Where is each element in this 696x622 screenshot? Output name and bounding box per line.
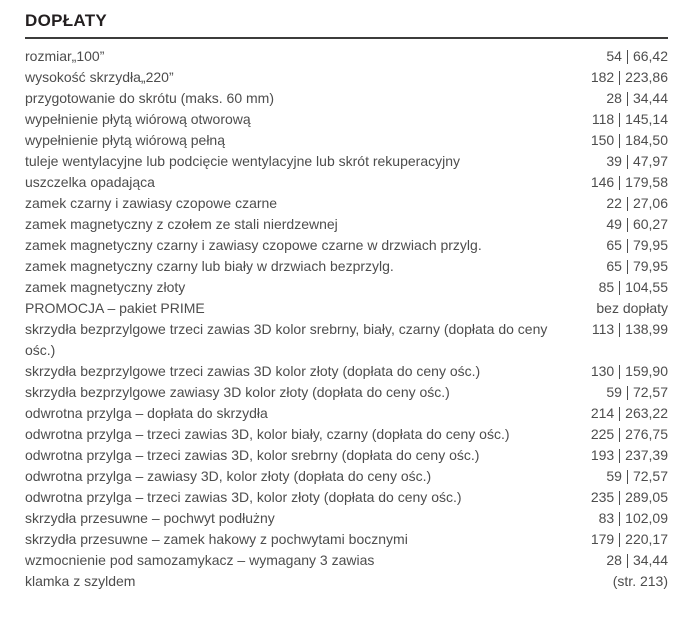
item-price <box>613 571 668 592</box>
net-price: 235 <box>590 489 615 505</box>
table-row <box>25 46 668 67</box>
price-divider <box>627 218 628 232</box>
item-label: zamek magnetyczny złoty <box>25 279 186 295</box>
item-label: klamka z szyldem <box>25 573 136 589</box>
table-row <box>25 298 668 319</box>
price-divider <box>627 50 628 64</box>
item-price <box>606 550 668 571</box>
item-label: skrzydła bezprzylgowe zawiasy 3D kolor złoty (dopłata do ceny ośc.) <box>25 384 450 400</box>
item-price <box>591 172 668 193</box>
price-divider <box>619 365 620 379</box>
net-price: 118 <box>591 111 615 127</box>
net-price: 83 <box>598 510 615 526</box>
item-label: odwrotna przylga – trzeci zawias 3D, kolor srebrny (dopłata do ceny ośc.) <box>25 447 480 463</box>
gross-price: 27,06 <box>632 195 668 211</box>
net-price: 113 <box>591 321 615 337</box>
price-divider <box>619 533 620 547</box>
net-price: 150 <box>590 132 615 148</box>
table-row <box>25 550 668 571</box>
net-price: 59 <box>606 384 622 400</box>
net-price: 179 <box>590 531 615 547</box>
item-label: wypełnienie płytą wiórową pełną <box>25 132 226 148</box>
net-price: 65 <box>606 258 622 274</box>
price-divider <box>627 260 628 274</box>
price-divider <box>627 92 628 106</box>
table-row <box>25 529 668 550</box>
net-price: 65 <box>606 237 622 253</box>
gross-price: 34,44 <box>632 90 668 106</box>
table-row <box>25 151 668 172</box>
item-price <box>606 382 668 403</box>
item-price <box>591 361 668 382</box>
item-label: odwrotna przylga – zawiasy 3D, kolor złoty (dopłata do ceny ośc.) <box>25 468 432 484</box>
item-price <box>606 88 668 109</box>
item-label: PROMOCJA – pakiet PRIME <box>25 300 205 316</box>
net-price: 39 <box>606 153 622 169</box>
table-row <box>25 130 668 151</box>
table-row <box>25 67 668 88</box>
net-price: 193 <box>590 447 615 463</box>
gross-price: 159,90 <box>625 363 668 379</box>
item-label: rozmiar„100” <box>25 48 105 64</box>
item-price <box>591 529 668 550</box>
item-price <box>606 193 668 214</box>
price-divider <box>619 323 620 337</box>
item-price <box>606 466 668 487</box>
item-price <box>592 319 668 340</box>
item-label: zamek magnetyczny z czołem ze stali nierdzewnej <box>25 216 338 232</box>
item-price <box>591 67 668 88</box>
item-price <box>592 109 668 130</box>
item-label: tuleje wentylacyjne lub podcięcie wentylacyjne lub skrót rekuperacyjny <box>25 153 461 169</box>
price-table <box>25 46 668 592</box>
gross-price: 72,57 <box>632 468 668 484</box>
item-price <box>591 445 668 466</box>
item-label: skrzydła bezprzylgowe trzeci zawias 3D kolor złoty (dopłata do ceny ośc.) <box>25 363 481 379</box>
item-label: odwrotna przylga – trzeci zawias 3D, kolor biały, czarny (dopłata do ceny ośc.) <box>25 426 510 442</box>
net-price: 225 <box>590 426 615 442</box>
table-row <box>25 88 668 109</box>
item-price <box>606 214 668 235</box>
item-price <box>591 487 668 508</box>
table-row <box>25 403 668 424</box>
table-row <box>25 445 668 466</box>
price-divider <box>619 134 620 148</box>
item-label: wzmocnienie pod samozamykacz – wymagany 3 zawias <box>25 552 375 568</box>
gross-price: 237,39 <box>625 447 668 463</box>
price-divider <box>619 491 620 505</box>
net-price: 130 <box>590 363 615 379</box>
net-price: 28 <box>606 90 622 106</box>
net-price: 182 <box>590 69 615 85</box>
table-row <box>25 277 668 298</box>
item-price <box>606 235 668 256</box>
page-title: DOPŁATY <box>25 11 108 30</box>
table-row <box>25 193 668 214</box>
price-divider <box>619 407 620 421</box>
gross-price: 263,22 <box>625 405 668 421</box>
price-note: bez dopłaty <box>596 300 668 316</box>
item-price <box>606 256 668 277</box>
table-row <box>25 487 668 508</box>
item-price <box>591 130 668 151</box>
price-divider <box>619 281 620 295</box>
gross-price: 72,57 <box>632 384 668 400</box>
item-label: zamek czarny i zawiasy czopowe czarne <box>25 195 278 211</box>
item-label: skrzydła bezprzylgowe trzeci zawias 3D kolor srebrny, biały, czarny (dopłata do ceny ośc.) <box>25 321 548 358</box>
gross-price: 34,44 <box>632 552 668 568</box>
gross-price: 289,05 <box>625 489 668 505</box>
gross-price: 102,09 <box>625 510 668 526</box>
table-row <box>25 571 668 592</box>
table-row <box>25 508 668 529</box>
gross-price: 66,42 <box>632 48 668 64</box>
net-price: 214 <box>590 405 615 421</box>
gross-price: 47,97 <box>632 153 668 169</box>
title-divider <box>25 37 668 39</box>
price-note: (str. 213) <box>612 573 668 589</box>
gross-price: 276,75 <box>625 426 668 442</box>
net-price: 85 <box>598 279 615 295</box>
table-row <box>25 466 668 487</box>
item-label: skrzydła przesuwne – zamek hakowy z pochwytami bocznymi <box>25 531 408 547</box>
gross-price: 223,86 <box>625 69 668 85</box>
item-price <box>591 424 668 445</box>
item-label: skrzydła przesuwne – pochwyt podłużny <box>25 510 275 526</box>
table-row <box>25 214 668 235</box>
gross-price: 138,99 <box>625 321 668 337</box>
gross-price: 220,17 <box>625 531 668 547</box>
price-divider <box>627 155 628 169</box>
table-row <box>25 235 668 256</box>
net-price: 22 <box>606 195 622 211</box>
net-price: 28 <box>606 552 622 568</box>
table-row <box>25 319 668 361</box>
item-label: wysokość skrzydła„220” <box>25 69 174 85</box>
price-divider <box>627 386 628 400</box>
item-price <box>606 46 668 67</box>
price-divider <box>619 176 620 190</box>
price-divider <box>627 197 628 211</box>
table-row <box>25 382 668 403</box>
net-price: 49 <box>606 216 622 232</box>
table-row <box>25 256 668 277</box>
price-divider <box>627 239 628 253</box>
item-label: uszczelka opadająca <box>25 174 155 190</box>
table-row <box>25 109 668 130</box>
price-divider <box>619 113 620 127</box>
gross-price: 184,50 <box>625 132 668 148</box>
price-divider <box>619 512 620 526</box>
table-row <box>25 361 668 382</box>
item-label: przygotowanie do skrótu (maks. 60 mm) <box>25 90 274 106</box>
item-price <box>599 508 668 529</box>
gross-price: 104,55 <box>625 279 668 295</box>
table-row <box>25 172 668 193</box>
net-price: 54 <box>606 48 622 64</box>
price-divider <box>627 470 628 484</box>
item-label: wypełnienie płytą wiórową otworową <box>25 111 251 127</box>
price-divider <box>619 428 620 442</box>
item-price <box>596 298 668 319</box>
price-divider <box>619 71 620 85</box>
gross-price: 79,95 <box>632 258 668 274</box>
item-label: zamek magnetyczny czarny i zawiasy czopowe czarne w drzwiach przylg. <box>25 237 482 253</box>
price-divider <box>627 554 628 568</box>
item-price <box>606 151 668 172</box>
item-label: odwrotna przylga – trzeci zawias 3D, kolor złoty (dopłata do ceny ośc.) <box>25 489 462 505</box>
gross-price: 60,27 <box>632 216 668 232</box>
item-label: odwrotna przylga – dopłata do skrzydła <box>25 405 268 421</box>
table-row <box>25 424 668 445</box>
gross-price: 179,58 <box>625 174 668 190</box>
gross-price: 79,95 <box>632 237 668 253</box>
item-price <box>591 403 668 424</box>
item-label: zamek magnetyczny czarny lub biały w drzwiach bezprzylg. <box>25 258 394 274</box>
net-price: 146 <box>590 174 615 190</box>
gross-price: 145,14 <box>625 111 668 127</box>
price-divider <box>619 449 620 463</box>
item-price <box>599 277 668 298</box>
net-price: 59 <box>606 468 622 484</box>
